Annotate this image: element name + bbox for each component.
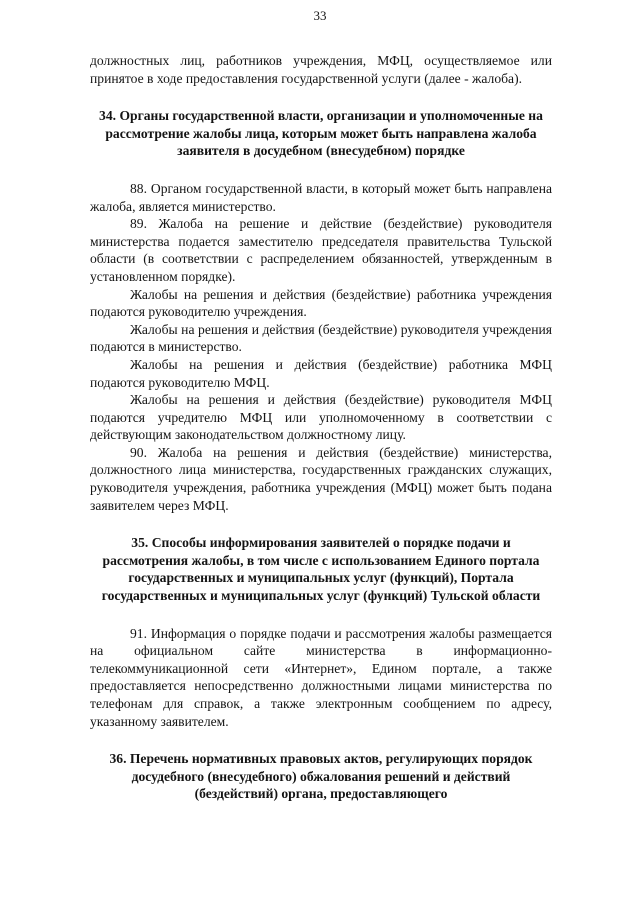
paragraph-89-institution-head: Жалобы на решения и действия (бездействие) руководителя учреждения подаются в министерство. xyxy=(90,321,552,355)
intro-paragraph: должностных лиц, работников учреждения, МФЦ, осуществляемое или принятое в ходе предоставления государственной услуги (далее - жалоба). xyxy=(90,53,552,86)
section-35-heading: 35. Способы информирования заявителей о порядке подачи и рассмотрения жалобы, в том числе с использованием Единого портала государственных и муниципальных услуг (функций), Портала государственных и муниципальных услуг (функций) Тульской области xyxy=(101,535,541,604)
paragraph-91: 91. Информация о порядке подачи и рассмотрения жалобы размещается на официальном сайте министерства в информационно-телекоммуникационной сети «Интернет», Едином портале, а также предоставляется непосредственно должностными лицами министерства по телефонам для справок, а также электронным сообщением по адресу, указанному заявителем. xyxy=(90,625,552,729)
paragraph-90: 90. Жалоба на решения и действия (бездействие) министерства, должностного лица министерства, государственных гражданских служащих, руководителя учреждения, работника учреждения (МФЦ) может быть подана заявителем через МФЦ. xyxy=(90,444,552,513)
paragraph-89-institution-worker: Жалобы на решения и действия (бездействие) работника учреждения подаются руководителю учреждения. xyxy=(90,286,552,320)
section-36-heading: 36. Перечень нормативных правовых актов, регулирующих порядок досудебного (внесудебного) обжалования решений и действий (бездействий) органа, предоставляющего xyxy=(109,751,533,802)
paragraph-88: 88. Органом государственной власти, в который может быть направлена жалоба, является министерство. xyxy=(90,180,552,214)
paragraph-89-mfc-worker: Жалобы на решения и действия (бездействие) работника МФЦ подаются руководителю МФЦ. xyxy=(90,356,552,390)
document-body xyxy=(90,52,552,803)
paragraph-89-mfc-head: Жалобы на решения и действия (бездействие) руководителя МФЦ подаются учредителю МФЦ или уполномоченному в соответствии с действующим законодательством должностному лицу. xyxy=(90,392,552,443)
paragraph-89: 89. Жалоба на решение и действие (бездействие) руководителя министерства подается заместителю председателя правительства Тульской области (в соответствии с распределением обязанностей, утвержденным в установленном порядке). xyxy=(90,216,552,284)
section-34-heading: 34. Органы государственной власти, организации и уполномоченные на рассмотрение жалобы лица, которым может быть направлена жалоба заявителя в досудебном (внесудебном) порядке xyxy=(99,108,543,159)
page-number: 33 xyxy=(313,8,327,23)
